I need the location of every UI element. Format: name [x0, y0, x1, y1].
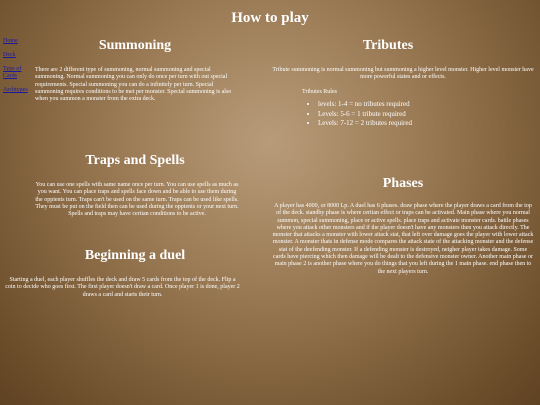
nav-link-type-of-cards[interactable]: Type of Cards	[3, 66, 22, 79]
nav-link-home[interactable]: Home	[3, 38, 18, 44]
traps-spells-text: You can use one spells with same name once per turn. You can use spells as much as you want. You can place traps and spells face down and be able to use them during the oppients turn. Traps can't be used on the same turn. Traps can be used like spells. They must be put on the field then can be used during the oppients or your next turn. Spells and traps may have certian conditions to be active.	[35, 182, 239, 218]
tribute-rule-item: • Levels: 7-12 = 2 tributes required	[318, 119, 412, 129]
traps-spells-heading: Traps and Spells	[85, 153, 185, 168]
page-title: How to play	[231, 10, 309, 26]
tributes-text: Tribute summoning is normal summoning but summoning a higher level monster. Higher level monster have more powerful states and or effects.	[272, 67, 534, 81]
summoning-text: There are 2 different type of summoning, normal summoning and special summoning. Normal summoning you can only do once per turn with out special requirements. Special summoning you can do a infinitely per turn. Special summoning requires conditions to be met per monster. Special summoning is also when you summon a monster from the extra deck.	[35, 67, 232, 103]
side-nav	[3, 38, 29, 101]
summoning-heading: Summoning	[98, 38, 172, 53]
tribute-rule-item: • Levels: 5-6 = 1 tribute required	[318, 110, 412, 120]
beginning-duel-heading: Beginning a duel	[84, 248, 186, 263]
tributes-heading: Tributes	[362, 38, 414, 53]
phases-heading: Phases	[382, 176, 424, 191]
tribute-rules-label: Tributes Rules	[302, 89, 337, 95]
tribute-rule-item: • levels: 1-4 = no tributes required	[318, 100, 412, 110]
phases-text: A player has 4000, or 8000 Lp. A duel has 6 phases. draw phase where the player draws a card from the top of the deck. standby phase is where certian effect or traps can be activated. Main phase where you normal summon, special summoning, place or active spells. place traps and activate monster cards. battle phases where you attack other monsters and if the player doesn't have any monsters then you attack directly. The monster that attacks a monster with lower attack stat, that left over damage goes the player with lower attack monster. A monster thats in defense mode compares the attack state of the attacking monster and the defense stat of the deefending monster. If a defending monster is destroyed, neigher player takes damage. Some cards have piercing which then damage will be dealt to the defensive monster owner. Another main phase or main phase 2 is another phase where you do things that you left during the 1 main phase. end phase then to the next players turn.	[272, 203, 534, 275]
beginning-duel-text: Starting a duel, each player shuffles the deck and draw 5 cards from the top of the deck. Flip a coin to decide who goes first. The first player doesn't draw a card. Once player 1 is done, player 2 draws a card and starts their turn.	[5, 277, 240, 298]
tribute-rules-list	[302, 100, 412, 129]
nav-link-deck[interactable]: Deck	[3, 52, 16, 58]
nav-link-archtypes[interactable]: Archtypes	[3, 87, 28, 93]
